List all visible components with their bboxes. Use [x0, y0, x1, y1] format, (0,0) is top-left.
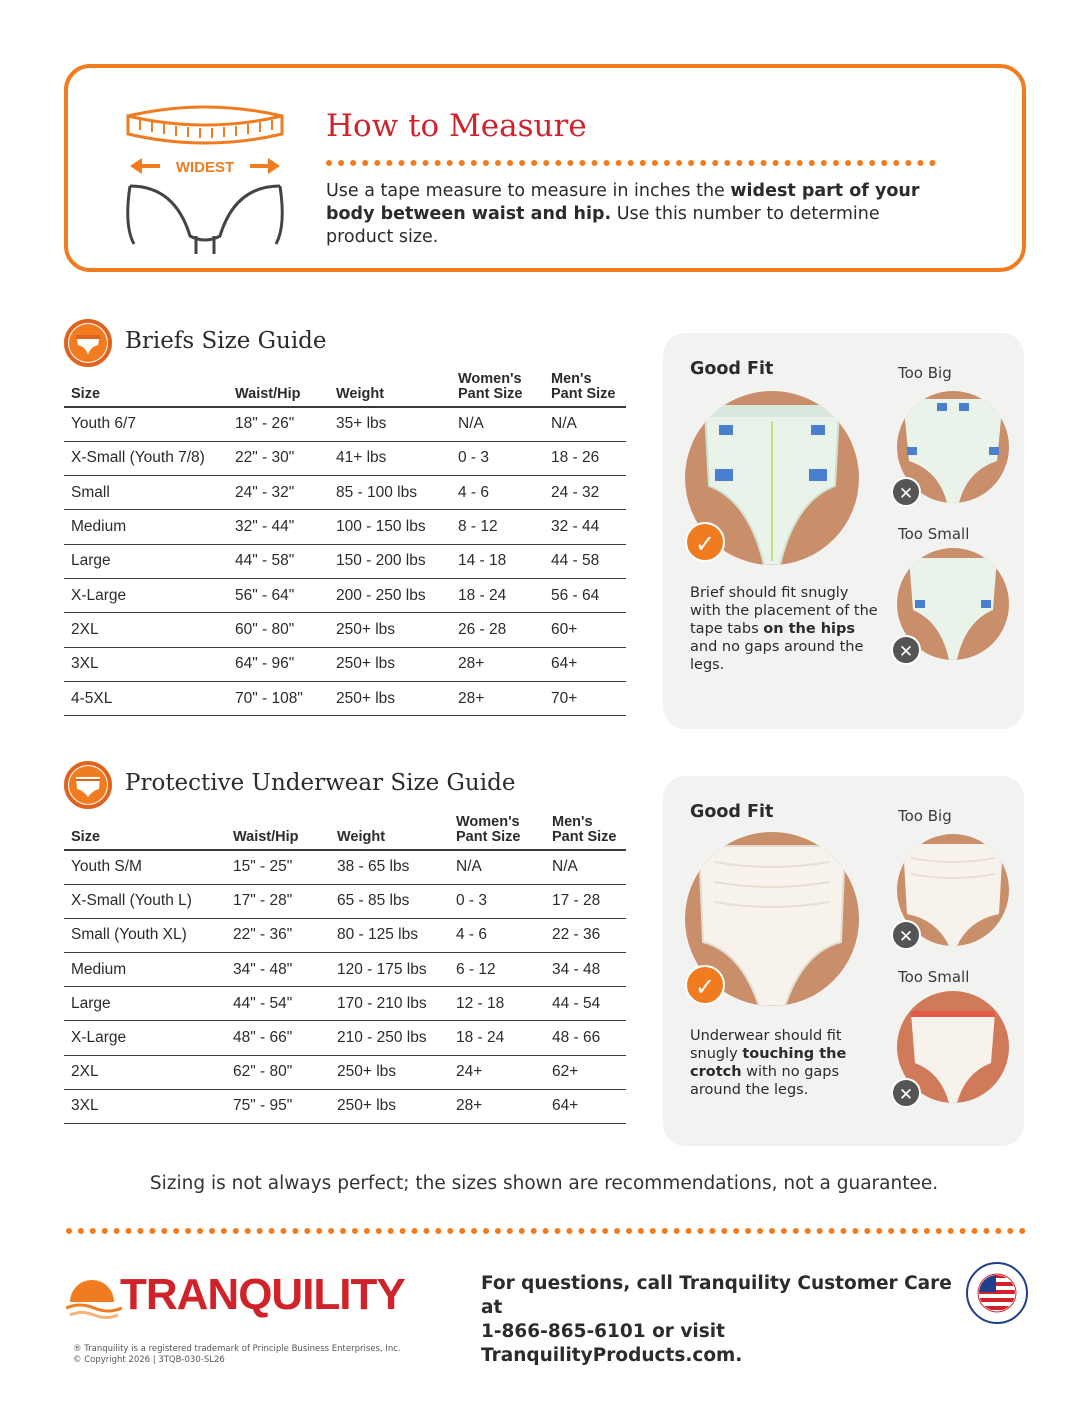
table-cell: 64+ [544, 647, 626, 681]
briefs-size-table [64, 372, 626, 716]
table-cell: X-Large [64, 578, 228, 612]
good-fit-label: Good Fit [690, 802, 774, 822]
table-cell: 32 - 44 [544, 510, 626, 544]
column-header: Women's Pant Size [451, 372, 544, 407]
table-row [64, 884, 626, 918]
sizing-disclaimer: Sizing is not always perfect; the sizes shown are recommendations, not a guarantee. [149, 1173, 939, 1194]
x-icon: ✕ [891, 635, 921, 665]
table-cell: 4-5XL [64, 681, 228, 715]
table-row [64, 476, 626, 510]
table-row [64, 407, 626, 441]
table-cell: N/A [544, 407, 626, 441]
table-cell: 18" - 26" [228, 407, 329, 441]
table-cell: 17" - 28" [226, 884, 330, 918]
table-cell: 44 - 58 [544, 544, 626, 578]
table-cell: 18 - 24 [451, 578, 544, 612]
table-cell: 70+ [544, 681, 626, 715]
table-cell: X-Small (Youth 7/8) [64, 441, 228, 475]
table-row [64, 850, 626, 884]
tranquility-logo [66, 1266, 406, 1326]
table-cell: 6 - 12 [449, 953, 545, 987]
table-cell: 250+ lbs [329, 647, 451, 681]
customer-care-contact [481, 1272, 961, 1368]
table-row [64, 510, 626, 544]
table-row [64, 1055, 626, 1089]
table-cell: 250+ lbs [330, 1089, 449, 1123]
table-cell: 44 - 54 [545, 987, 626, 1021]
table-row [64, 1089, 626, 1123]
table-cell: 62" - 80" [226, 1055, 330, 1089]
table-row [64, 953, 626, 987]
table-cell: 3XL [64, 1089, 226, 1123]
table-cell: 60" - 80" [228, 613, 329, 647]
table-cell: 18 - 26 [544, 441, 626, 475]
logo-wordmark: TRANQUILITY [120, 1270, 405, 1319]
table-cell: 62+ [545, 1055, 626, 1089]
underwear-size-guide-title: Protective Underwear Size Guide [125, 770, 516, 796]
table-cell: 24" - 32" [228, 476, 329, 510]
underwear-icon [64, 761, 112, 809]
briefs-fit-description: Brief should fit snugly with the placement of the tape tabs on the hips and no gaps around the legs. [690, 585, 878, 673]
table-row [64, 1021, 626, 1055]
table-cell: 34" - 48" [226, 953, 330, 987]
table-cell: 44" - 54" [226, 987, 330, 1021]
made-in-usa-seal [966, 1262, 1028, 1324]
table-cell: Youth 6/7 [64, 407, 228, 441]
table-cell: 0 - 3 [449, 884, 545, 918]
table-cell: 120 - 175 lbs [330, 953, 449, 987]
table-cell: 56 - 64 [544, 578, 626, 612]
table-cell: 18 - 24 [449, 1021, 545, 1055]
table-cell: Large [64, 544, 228, 578]
table-cell: 4 - 6 [451, 476, 544, 510]
table-cell: 64" - 96" [228, 647, 329, 681]
table-cell: 44" - 58" [228, 544, 329, 578]
table-cell: Medium [64, 510, 228, 544]
table-cell: 41+ lbs [329, 441, 451, 475]
x-icon: ✕ [891, 1078, 921, 1108]
briefs-size-guide-title: Briefs Size Guide [125, 328, 327, 354]
brief-icon [64, 319, 112, 367]
too-big-label: Too Big [898, 807, 952, 825]
copyright-line: © Copyright 2026 | 3TQB-030-SL26 [73, 1355, 225, 1365]
column-header: Weight [329, 372, 451, 407]
table-cell: 22" - 36" [226, 918, 330, 952]
underwear-fit-description: Underwear should fit snugly touching the crotch with no gaps around the legs. [690, 1028, 847, 1098]
table-cell: 32" - 44" [228, 510, 329, 544]
table-cell: 80 - 125 lbs [330, 918, 449, 952]
how-to-measure-title: How to Measure [326, 108, 587, 144]
column-header: Waist/Hip [226, 815, 330, 850]
table-cell: N/A [545, 850, 626, 884]
table-cell: 26 - 28 [451, 613, 544, 647]
table-cell: N/A [449, 850, 545, 884]
dotted-divider [326, 160, 936, 166]
column-header: Size [64, 815, 226, 850]
table-row [64, 681, 626, 715]
table-cell: 210 - 250 lbs [330, 1021, 449, 1055]
legal-notice [73, 1344, 401, 1366]
table-row [64, 613, 626, 647]
table-cell: 75" - 95" [226, 1089, 330, 1123]
too-small-label: Too Small [898, 525, 970, 543]
column-header: Waist/Hip [228, 372, 329, 407]
table-cell: 100 - 150 lbs [329, 510, 451, 544]
table-cell: 8 - 12 [451, 510, 544, 544]
column-header: Men's Pant Size [545, 815, 626, 850]
table-header-row [64, 372, 626, 407]
column-header: Weight [330, 815, 449, 850]
table-cell: 250+ lbs [329, 681, 451, 715]
trademark-line: ® Tranquility is a registered trademark of Principle Business Enterprises, Inc. [73, 1344, 401, 1354]
dotted-divider [66, 1228, 1026, 1234]
table-cell: 22" - 30" [228, 441, 329, 475]
table-cell: 56" - 64" [228, 578, 329, 612]
check-icon: ✓ [685, 522, 725, 562]
table-cell: 60+ [544, 613, 626, 647]
table-cell: 28+ [451, 647, 544, 681]
table-cell: Small (Youth XL) [64, 918, 226, 952]
x-icon: ✕ [891, 477, 921, 507]
table-cell: 2XL [64, 1055, 226, 1089]
tape-measure-illustration [120, 86, 290, 256]
table-cell: 150 - 200 lbs [329, 544, 451, 578]
table-cell: Small [64, 476, 228, 510]
good-fit-label: Good Fit [690, 359, 774, 379]
too-big-label: Too Big [898, 364, 952, 382]
contact-line: 1-866-865-6101 or visit TranquilityProducts.com. [481, 1321, 743, 1366]
table-cell: 250+ lbs [329, 613, 451, 647]
column-header: Women's Pant Size [449, 815, 545, 850]
table-cell: 48 - 66 [545, 1021, 626, 1055]
table-cell: 24+ [449, 1055, 545, 1089]
table-cell: 250+ lbs [330, 1055, 449, 1089]
table-cell: 28+ [451, 681, 544, 715]
table-cell: 35+ lbs [329, 407, 451, 441]
table-cell: 34 - 48 [545, 953, 626, 987]
table-cell: 12 - 18 [449, 987, 545, 1021]
table-cell: 3XL [64, 647, 228, 681]
check-icon: ✓ [685, 965, 725, 1005]
column-header: Size [64, 372, 228, 407]
too-small-label: Too Small [898, 968, 970, 986]
contact-line: For questions, call Tranquility Customer Care at [481, 1273, 952, 1318]
x-icon: ✕ [891, 920, 921, 950]
table-cell: 85 - 100 lbs [329, 476, 451, 510]
table-row [64, 647, 626, 681]
table-cell: 15" - 25" [226, 850, 330, 884]
table-cell: 65 - 85 lbs [330, 884, 449, 918]
table-cell: 0 - 3 [451, 441, 544, 475]
briefs-fit-panel [663, 333, 1024, 729]
table-cell: 17 - 28 [545, 884, 626, 918]
table-row [64, 578, 626, 612]
table-cell: 28+ [449, 1089, 545, 1123]
column-header: Men's Pant Size [544, 372, 626, 407]
table-cell: 64+ [545, 1089, 626, 1123]
table-cell: X-Small (Youth L) [64, 884, 226, 918]
table-cell: N/A [451, 407, 544, 441]
table-cell: 70" - 108" [228, 681, 329, 715]
underwear-size-table [64, 815, 626, 1124]
table-row [64, 441, 626, 475]
how-to-measure-instructions: Use a tape measure to measure in inches the widest part of your body between waist and hip. Use this number to determine product size. [326, 181, 920, 247]
table-cell: Youth S/M [64, 850, 226, 884]
table-cell: 14 - 18 [451, 544, 544, 578]
table-cell: 2XL [64, 613, 228, 647]
table-cell: Large [64, 987, 226, 1021]
table-header-row [64, 815, 626, 850]
table-cell: 48" - 66" [226, 1021, 330, 1055]
table-row [64, 544, 626, 578]
table-row [64, 918, 626, 952]
table-cell: X-Large [64, 1021, 226, 1055]
table-cell: Medium [64, 953, 226, 987]
how-to-measure-box [64, 64, 1026, 272]
underwear-fit-panel [663, 776, 1024, 1146]
table-row [64, 987, 626, 1021]
table-cell: 22 - 36 [545, 918, 626, 952]
svg-text:WIDEST: WIDEST [175, 159, 235, 176]
table-cell: 38 - 65 lbs [330, 850, 449, 884]
table-cell: 200 - 250 lbs [329, 578, 451, 612]
table-cell: 4 - 6 [449, 918, 545, 952]
table-cell: 170 - 210 lbs [330, 987, 449, 1021]
table-cell: 24 - 32 [544, 476, 626, 510]
